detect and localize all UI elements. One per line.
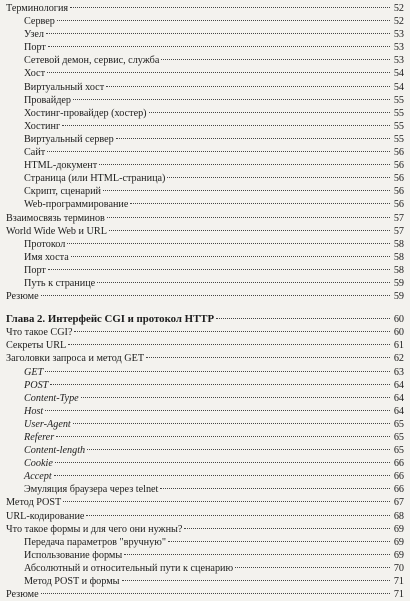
toc-entry-title: Секреты URL — [6, 340, 67, 352]
dot-leader — [109, 230, 390, 231]
toc-entry-page: 52 — [393, 16, 404, 28]
dot-leader — [184, 528, 390, 529]
toc-entry[interactable] — [6, 264, 404, 277]
toc-entry-page: 56 — [393, 199, 404, 211]
toc-entry[interactable] — [6, 549, 404, 562]
toc-entry-page: 67 — [393, 497, 404, 509]
toc-entry-title: Accept — [24, 471, 52, 483]
toc-entry-page: 53 — [393, 42, 404, 54]
toc-entry-page: 71 — [393, 576, 404, 588]
toc-entry-title: Передача параметров "вручную" — [24, 536, 166, 548]
toc-entry[interactable] — [6, 28, 404, 41]
dot-leader — [68, 344, 390, 345]
toc-entry[interactable] — [6, 405, 404, 418]
toc-entry-title: POST — [24, 379, 49, 391]
toc-entry-title: Провайдер — [24, 94, 71, 106]
toc-entry-title: Абсолютный и относительный пути к сценарию — [24, 562, 234, 574]
toc-entry[interactable] — [6, 523, 404, 536]
dot-leader — [48, 269, 390, 270]
dot-leader — [146, 357, 390, 358]
toc-entry[interactable] — [6, 431, 404, 444]
toc-entry-page: 64 — [393, 405, 404, 417]
toc-entry-page: 71 — [393, 589, 404, 601]
toc-entry-title: HTML-документ — [24, 160, 98, 172]
dot-leader — [46, 33, 390, 34]
toc-entry-title: Имя хоста — [24, 251, 69, 263]
toc-entry-page: 60 — [393, 327, 404, 339]
toc-entry-title: Виртуальный хост — [24, 81, 105, 93]
chapter-page: 60 — [393, 314, 404, 326]
toc-entry-title: Content-Type — [24, 392, 79, 404]
dot-leader — [41, 593, 390, 594]
dot-leader — [45, 371, 390, 372]
toc-entry[interactable] — [6, 277, 404, 290]
dot-leader — [71, 256, 390, 257]
toc-entry-page: 69 — [393, 549, 404, 561]
toc-entry-title: Терминология — [6, 3, 69, 14]
toc-entry-title: Content-length — [24, 445, 86, 457]
toc-entry-page: 61 — [393, 340, 404, 352]
dot-leader — [160, 488, 390, 489]
toc-entry-title: Сетевой демон, сервис, служба — [24, 55, 160, 67]
dot-leader — [106, 86, 390, 87]
toc-entry-title: Путь к странице — [24, 277, 96, 289]
dot-leader — [122, 580, 391, 581]
dot-leader — [62, 125, 390, 126]
dot-leader — [48, 46, 390, 47]
dot-leader — [103, 190, 390, 191]
toc-entry-page: 53 — [393, 55, 404, 67]
dot-leader — [47, 151, 390, 152]
table-of-contents — [6, 2, 404, 601]
toc-entry[interactable] — [6, 510, 404, 523]
toc-entry[interactable] — [6, 185, 404, 198]
toc-entry-page: 65 — [393, 432, 404, 443]
toc-entry[interactable] — [6, 225, 404, 238]
toc-entry[interactable] — [6, 120, 404, 133]
toc-entry[interactable] — [6, 54, 404, 67]
toc-entry[interactable] — [6, 470, 404, 483]
dot-leader — [55, 462, 390, 463]
toc-entry[interactable] — [6, 172, 404, 185]
dot-leader — [86, 515, 390, 516]
dot-leader — [167, 177, 390, 178]
toc-entry-page: 59 — [393, 277, 404, 289]
toc-entry[interactable] — [6, 15, 404, 28]
toc-entry[interactable] — [6, 444, 404, 457]
toc-entry-page: 65 — [393, 445, 404, 457]
dot-leader — [70, 7, 390, 8]
toc-entry[interactable] — [6, 238, 404, 251]
dot-leader — [124, 554, 390, 555]
toc-entry-page: 70 — [393, 562, 404, 574]
toc-entry-title: Хостинг — [24, 120, 61, 132]
dot-leader — [54, 475, 390, 476]
toc-entry-title: Заголовки запроса и метод GET — [6, 353, 145, 365]
toc-entry-page: 69 — [393, 523, 404, 535]
toc-entry-title: World Wide Web и URL — [6, 225, 107, 237]
toc-entry[interactable] — [6, 159, 404, 172]
toc-entry[interactable] — [6, 575, 404, 588]
spacer — [6, 303, 404, 313]
toc-entry-page: 54 — [393, 68, 404, 80]
toc-entry-title: Что такое формы и для чего они нужны? — [6, 523, 183, 535]
dot-leader — [81, 397, 390, 398]
toc-entry[interactable] — [6, 418, 404, 431]
dot-leader — [161, 59, 390, 60]
toc-entry-page: 68 — [393, 510, 404, 522]
toc-entry-title: Хостинг-провайдер (хостер) — [24, 107, 147, 119]
toc-entry-page: 58 — [393, 264, 404, 276]
dot-leader — [47, 72, 390, 73]
toc-entry-page: 54 — [393, 81, 404, 93]
toc-entry[interactable] — [6, 198, 404, 211]
toc-entry-title: User-Agent — [24, 418, 71, 430]
dot-leader — [74, 331, 390, 332]
toc-entry-title: Использование формы — [24, 549, 123, 561]
toc-entry-page: 55 — [393, 120, 404, 132]
dot-leader — [50, 384, 390, 385]
toc-entry[interactable] — [6, 251, 404, 264]
toc-entry-title: Хост — [24, 68, 46, 80]
toc-entry-page: 56 — [393, 186, 404, 198]
toc-entry-page: 57 — [393, 225, 404, 237]
toc-entry[interactable] — [6, 536, 404, 549]
dot-leader — [168, 541, 390, 542]
toc-entry-title: Эмуляция браузера через telnet — [24, 484, 159, 496]
toc-entry-page: 56 — [393, 147, 404, 159]
toc-entry-page: 53 — [393, 29, 404, 41]
toc-entry-page: 52 — [393, 3, 404, 14]
toc-entry-title: Метод POST — [6, 497, 62, 509]
dot-leader — [56, 436, 390, 437]
toc-entry-page: 57 — [393, 212, 404, 224]
toc-entry-title: Порт — [24, 42, 46, 54]
toc-entry-title: Протокол — [24, 238, 66, 250]
toc-entry-page: 64 — [393, 379, 404, 391]
toc-entry-title: Виртуальный сервер — [24, 133, 114, 145]
dot-leader — [130, 203, 390, 204]
dot-leader — [57, 20, 390, 21]
toc-entry[interactable] — [6, 366, 404, 379]
toc-entry-page: 65 — [393, 418, 404, 430]
dot-leader — [97, 282, 390, 283]
toc-entry[interactable] — [6, 2, 404, 15]
toc-entry-page: 63 — [393, 366, 404, 378]
toc-entry[interactable] — [6, 339, 404, 352]
toc-entry[interactable] — [6, 588, 404, 601]
toc-entry[interactable] — [6, 67, 404, 80]
toc-entry[interactable] — [6, 81, 404, 94]
toc-entry-title: Host — [24, 405, 44, 417]
toc-entry-title: URL-кодирование — [6, 510, 85, 522]
dot-leader — [235, 567, 390, 568]
dot-leader — [73, 99, 390, 100]
toc-entry[interactable] — [6, 146, 404, 159]
toc-entry-page: 58 — [393, 238, 404, 250]
toc-entry-page: 66 — [393, 458, 404, 470]
toc-entry-title: Страница (или HTML-страница) — [24, 173, 166, 185]
toc-entry-page: 55 — [393, 94, 404, 106]
dot-leader — [45, 410, 390, 411]
toc-entry[interactable] — [6, 496, 404, 509]
dot-leader — [99, 164, 390, 165]
toc-entry-page: 59 — [393, 291, 404, 303]
toc-entry-title: Referer — [24, 432, 55, 443]
toc-entry-title: Резюме — [6, 291, 39, 303]
dot-leader — [63, 501, 390, 502]
toc-chapter-heading[interactable] — [6, 313, 404, 326]
toc-entry[interactable] — [6, 562, 404, 575]
toc-entry-page: 56 — [393, 160, 404, 172]
toc-entry-page: 66 — [393, 484, 404, 496]
toc-entry-page: 58 — [393, 251, 404, 263]
toc-entry-title: Сервер — [24, 16, 55, 28]
dot-leader — [149, 112, 390, 113]
toc-entry-page: 55 — [393, 133, 404, 145]
toc-entry-page: 62 — [393, 353, 404, 365]
dot-leader — [116, 138, 390, 139]
toc-entry-page: 64 — [393, 392, 404, 404]
toc-entry[interactable] — [6, 352, 404, 365]
dot-leader — [67, 243, 390, 244]
toc-entry-title: Метод POST и формы — [24, 576, 120, 588]
toc-entry[interactable] — [6, 457, 404, 470]
toc-entry-page: 55 — [393, 107, 404, 119]
toc-entry-title: Взаимосвязь терминов — [6, 212, 105, 224]
toc-entry-title: Скрипт, сценарий — [24, 186, 101, 198]
dot-leader — [41, 295, 390, 296]
toc-entry-title: Порт — [24, 264, 46, 276]
toc-entry-title: Web-программирование — [24, 199, 129, 211]
dot-leader — [107, 217, 390, 218]
toc-entry[interactable] — [6, 392, 404, 405]
toc-entry-title: Cookie — [24, 458, 53, 470]
toc-section-1 — [6, 2, 404, 303]
toc-entry[interactable] — [6, 290, 404, 303]
toc-entry-page: 56 — [393, 173, 404, 185]
toc-entry[interactable] — [6, 107, 404, 120]
toc-entry[interactable] — [6, 41, 404, 54]
toc-entry-title: Резюме — [6, 589, 39, 601]
toc-entry[interactable] — [6, 379, 404, 392]
toc-entry[interactable] — [6, 94, 404, 107]
chapter-title: Глава 2. Интерфейс CGI и протокол HTTP — [6, 313, 215, 326]
toc-entry[interactable] — [6, 133, 404, 146]
toc-entry-page: 66 — [393, 471, 404, 483]
dot-leader — [73, 423, 390, 424]
toc-entry[interactable] — [6, 326, 404, 339]
toc-entry-title: Что такое CGI? — [6, 327, 73, 339]
toc-entry[interactable] — [6, 212, 404, 225]
dot-leader — [87, 449, 390, 450]
toc-entry-title: GET — [24, 366, 44, 378]
toc-entry-page: 69 — [393, 536, 404, 548]
toc-entry-title: Узел — [24, 29, 44, 41]
dot-leader — [216, 318, 390, 319]
toc-section-2 — [6, 326, 404, 601]
toc-entry[interactable] — [6, 483, 404, 496]
toc-entry-title: Сайт — [24, 147, 46, 159]
